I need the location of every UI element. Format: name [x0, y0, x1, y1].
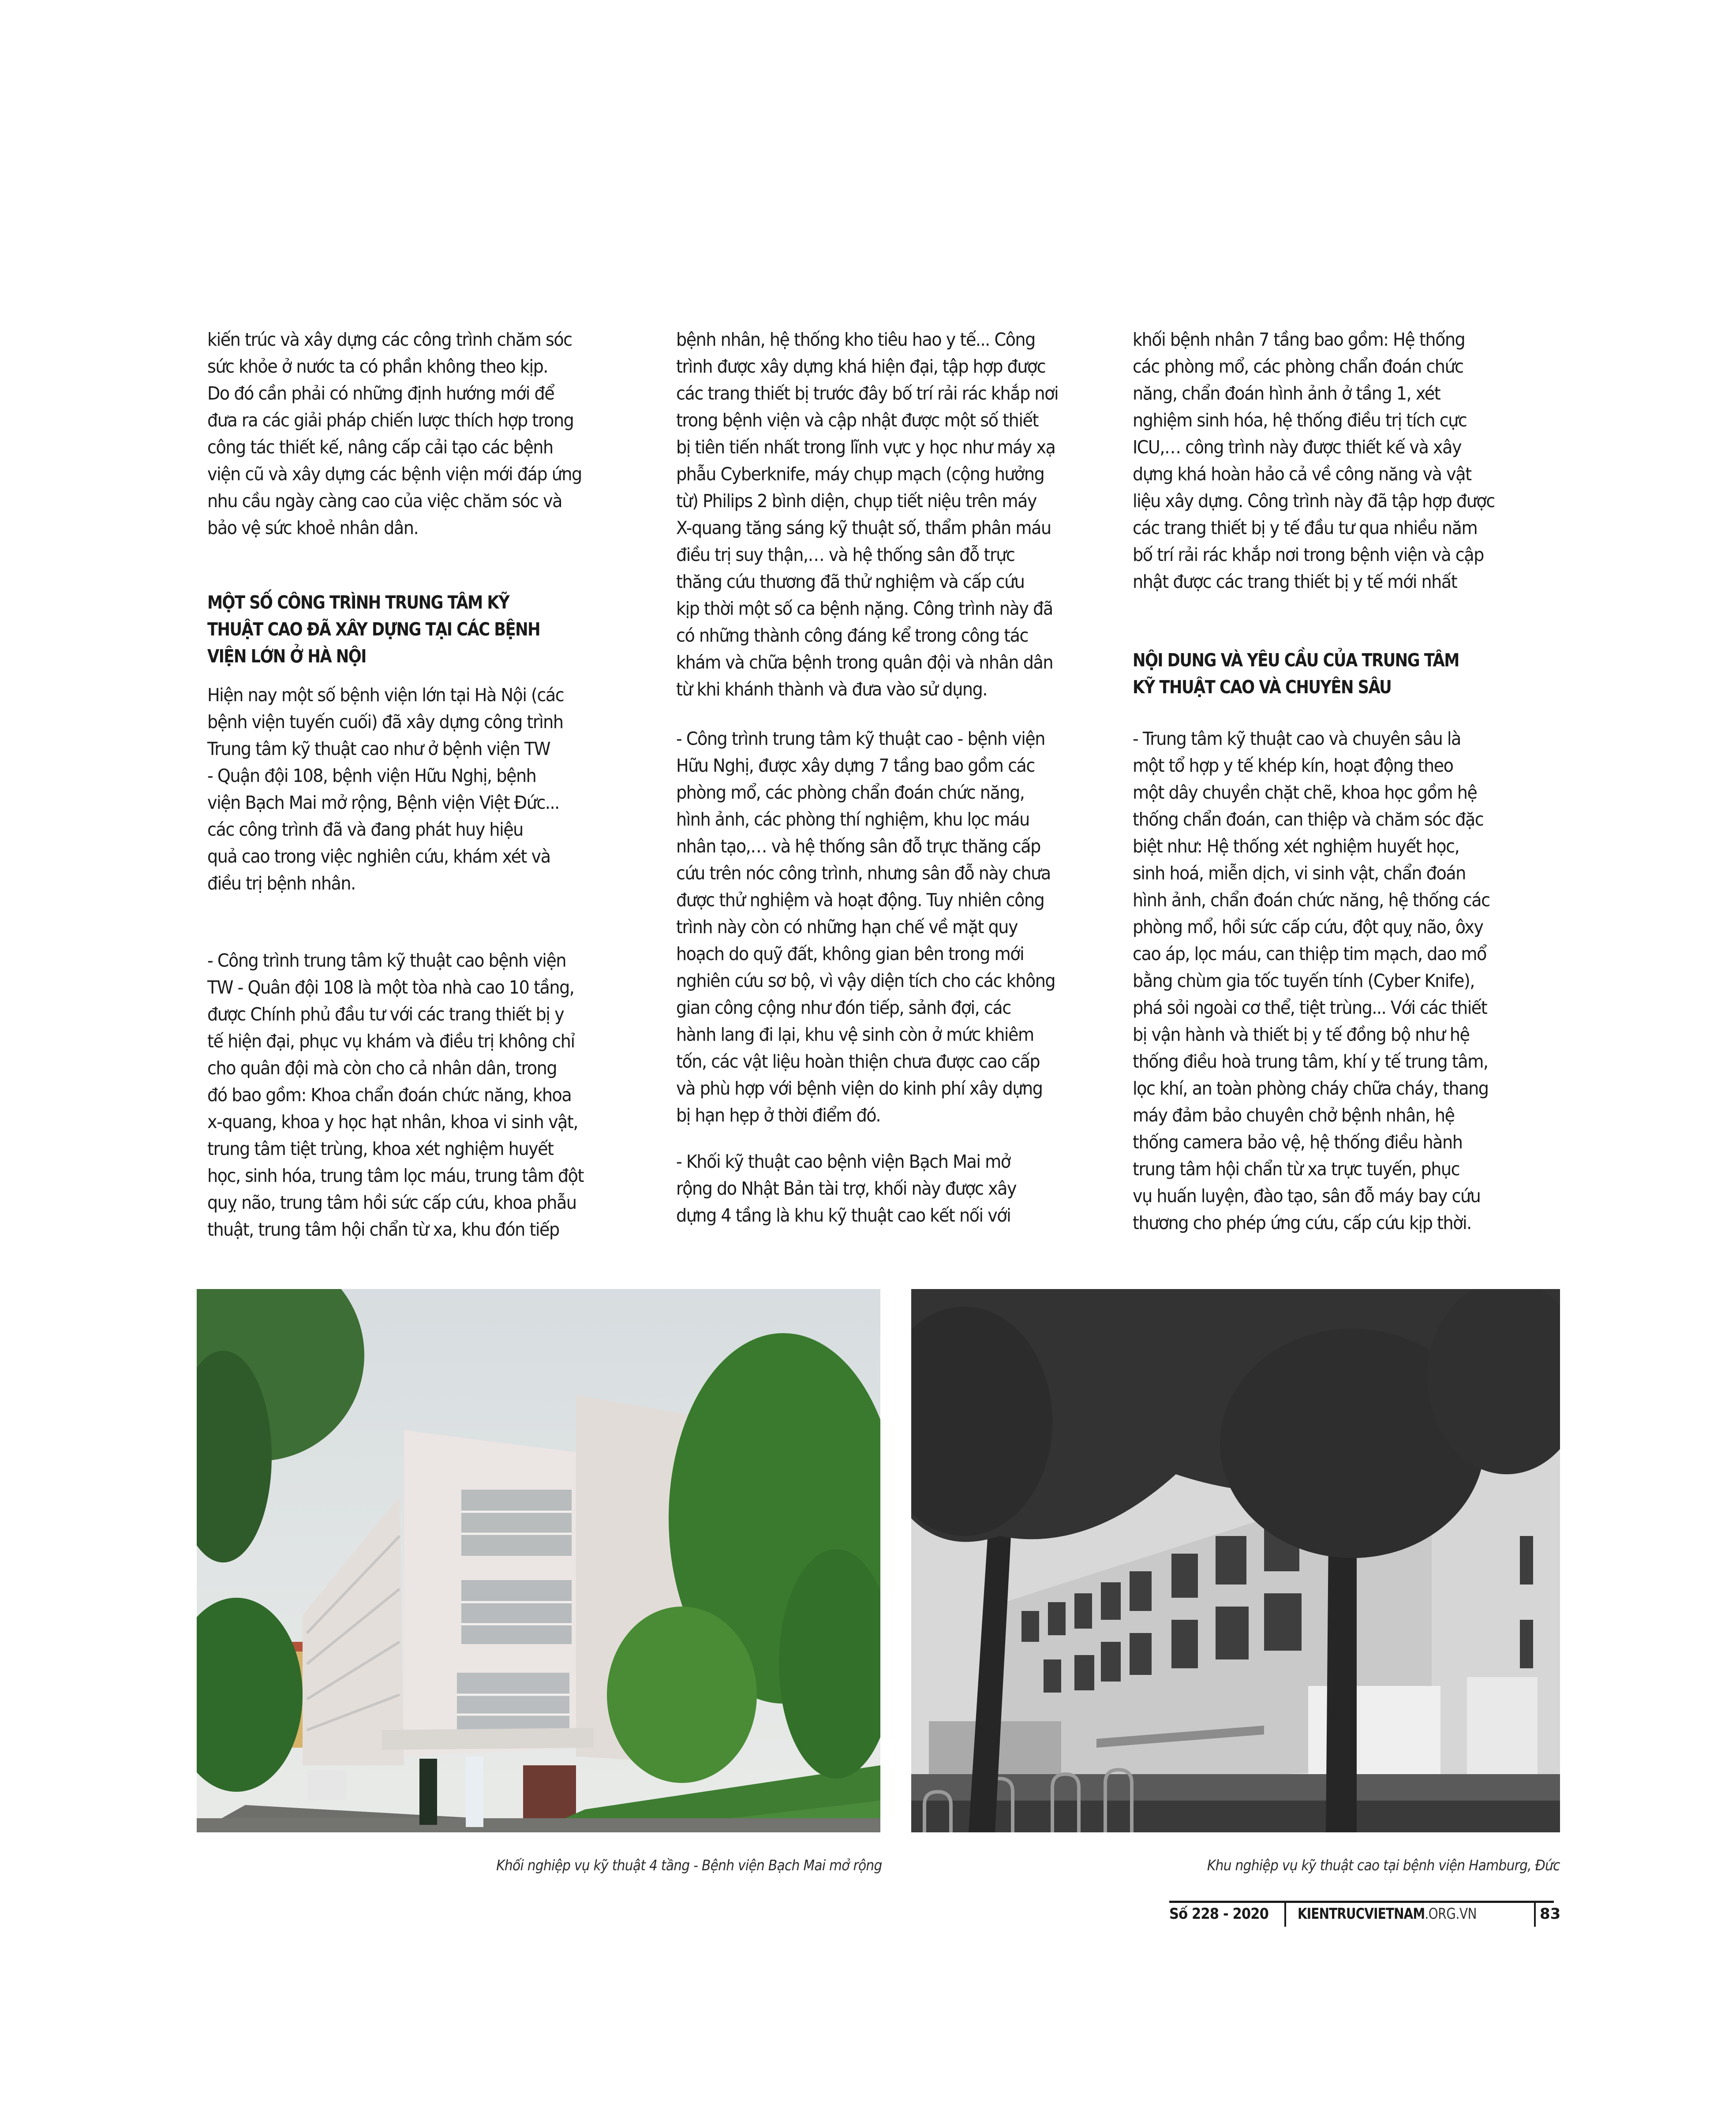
- text-line: nghiệm sinh hóa, hệ thống điều trị tích cực: [1133, 410, 1467, 431]
- text-line: bố trí rải rác khắp nơi trong bệnh viện và cập: [1133, 544, 1484, 565]
- text-line: vụ huấn luyện, đào tạo, sân đỗ máy bay cứu: [1133, 1185, 1481, 1207]
- photo-hamburg-hospital: [911, 1289, 1560, 1832]
- text-line: thăng cứu thương đã thử nghiệm và cấp cứu: [676, 571, 1025, 592]
- footer-separator: [1284, 1902, 1286, 1927]
- text-line: - Quận đội 108, bệnh viện Hữu Nghị, bệnh: [207, 765, 536, 786]
- text-line: viện Bạch Mai mở rộng, Bệnh viện Việt Đức...: [207, 792, 559, 813]
- text-line: - Khối kỹ thuật cao bệnh viện Bạch Mai mở: [676, 1151, 1010, 1172]
- text-line: điều trị suy thận,… và hệ thống sân đỗ trực: [676, 544, 1015, 565]
- text-line: NỘI DUNG VÀ YÊU CẦU CỦA TRUNG TÂM: [1133, 650, 1459, 671]
- caption-bach-mai: Khối nghiệp vụ kỹ thuật 4 tầng - Bệnh viện Bạch Mai mở rộng: [496, 1857, 882, 1874]
- text-line: Trung tâm kỹ thuật cao như ở bệnh viện TW: [207, 738, 550, 759]
- text-line: VIỆN LỚN Ở HÀ NỘI: [207, 646, 366, 667]
- text-line: - Công trình trung tâm kỹ thuật cao - bệnh viện: [676, 728, 1045, 749]
- text-line: KỸ THUẬT CAO VÀ CHUYÊN SÂU: [1133, 676, 1392, 698]
- col1-paragraph-hospital-108: [207, 947, 653, 1243]
- col2-paragraph-huu-nghi: [676, 725, 1122, 1129]
- text-line: đó bao gồm: Khoa chẩn đoán chức năng, khoa: [207, 1084, 572, 1106]
- text-line: hoạch do quỹ đất, không gian bên trong mới: [676, 943, 1024, 964]
- text-line: lọc khí, an toàn phòng cháy chữa cháy, thang: [1133, 1078, 1489, 1099]
- text-line: dựng 4 tầng là khu kỹ thuật cao kết nối với: [676, 1205, 1011, 1226]
- text-line: nhân tạo,… và hệ thống sân đỗ trực thăng cấp: [676, 836, 1040, 857]
- text-line: nhật được các trang thiết bị y tế mới nhất: [1133, 571, 1457, 592]
- text-line: rộng do Nhật Bản tài trợ, khối này được xây: [676, 1178, 1017, 1199]
- text-line: khối bệnh nhân 7 tầng bao gồm: Hệ thống: [1133, 329, 1465, 350]
- text-line: sinh hoá, miễn dịch, vi sinh vật, chẩn đoán: [1133, 863, 1466, 884]
- text-line: phá sỏi ngoài cơ thể, tiệt trùng... Với các thiết: [1133, 997, 1487, 1018]
- text-line: kịp thời một số ca bệnh nặng. Công trình này đã: [676, 598, 1053, 619]
- site-url[interactable]: [1298, 1905, 1477, 1923]
- text-line: học, sinh hóa, trung tâm lọc máu, trung tâm đột: [207, 1165, 584, 1186]
- text-line: quả cao trong việc nghiên cứu, khám xét và: [207, 846, 550, 867]
- col2-paragraph-bach-mai: [676, 1148, 1122, 1229]
- text-line: viện cũ và xây dựng các bệnh viện mới đáp ứng: [207, 463, 582, 485]
- text-line: liệu xây dựng. Công trình này đã tập hợp được: [1133, 490, 1495, 512]
- text-line: - Công trình trung tâm kỹ thuật cao bệnh viện: [207, 950, 566, 971]
- text-line: cứu trên nóc công trình, nhưng sân đỗ này chưa: [676, 863, 1051, 884]
- text-line: thống camera bảo vệ, hệ thống điều hành: [1133, 1132, 1463, 1153]
- col3-paragraph-requirements: [1133, 725, 1578, 1237]
- text-line: THUẬT CAO ĐÃ XÂY DỰNG TẠI CÁC BỆNH: [207, 619, 540, 640]
- text-line: nhu cầu ngày càng cao của việc chăm sóc và: [207, 490, 562, 512]
- text-line: kiến trúc và xây dựng các công trình chăm sóc: [207, 329, 572, 350]
- text-line: tế hiện đại, phục vụ khám và điều trị không chỉ: [207, 1031, 575, 1052]
- text-line: một dây chuyền chặt chẽ, khoa học gồm hệ: [1133, 782, 1477, 803]
- site-domain: .ORG.VN: [1425, 1905, 1477, 1923]
- col1-intro-paragraph: [207, 326, 653, 542]
- text-line: Hiện nay một số bệnh viện lớn tại Hà Nội (các: [207, 684, 564, 706]
- footer-separator: [1534, 1902, 1536, 1927]
- text-line: hình ảnh, chẩn đoán chức năng, hệ thống các: [1133, 889, 1490, 911]
- text-line: bằng chùm gia tốc tuyến tính (Cyber Knife),: [1133, 970, 1474, 991]
- text-line: X-quang tăng sáng kỹ thuật số, thẩm phân máu: [676, 517, 1051, 538]
- text-line: thống chẩn đoán, can thiệp và chăm sóc đặc: [1133, 809, 1484, 830]
- text-line: trình này còn có những hạn chế về mặt quy: [676, 916, 1018, 938]
- text-line: một tổ hợp y tế khép kín, hoạt động theo: [1133, 755, 1453, 776]
- text-line: hành lang đi lại, khu vệ sinh còn ở mức khiêm: [676, 1024, 1034, 1045]
- text-line: phẫu Cyberknife, máy chụp mạch (cộng hưởng: [676, 463, 1044, 485]
- text-line: gian công cộng như đón tiếp, sảnh đợi, các: [676, 997, 1011, 1018]
- text-line: trung tâm hội chẩn từ xa trực tuyến, phục: [1133, 1159, 1460, 1180]
- photo-bach-mai-technical-block: [197, 1289, 880, 1832]
- text-line: công tác thiết kế, nâng cấp cải tạo các bệnh: [207, 437, 553, 458]
- text-line: sức khỏe ở nước ta có phần không theo kịp.: [207, 356, 548, 377]
- text-line: các công trình đã và đang phát huy hiệu: [207, 819, 523, 840]
- site-name: KIENTRUCVIETNAM: [1298, 1905, 1425, 1923]
- photo-bach-mai-illustration: [197, 1289, 880, 1832]
- text-line: phòng mổ, các phòng chẩn đoán chức năng,: [676, 782, 1025, 803]
- text-line: các trang thiết bị trước đây bố trí rải rác khắp nơi: [676, 383, 1059, 404]
- text-line: có những thành công đáng kể trong công tác: [676, 625, 1029, 646]
- text-line: trung tâm tiệt trùng, khoa xét nghiệm huyết: [207, 1138, 554, 1159]
- text-line: bệnh viện tuyến cuối) đã xây dựng công trình: [207, 711, 563, 732]
- text-line: được Chính phủ đầu tư với các trang thiết bị y: [207, 1004, 564, 1025]
- text-line: phòng mổ, hồi sức cấp cứu, đột quỵ não, ôxy: [1133, 916, 1483, 938]
- col1-paragraph-hanoi-hospitals: [207, 682, 653, 897]
- col2-paragraph-108-continued: [676, 326, 1122, 703]
- text-line: từ khi khánh thành và đưa vào sử dụng.: [676, 679, 987, 700]
- text-line: điều trị bệnh nhân.: [207, 873, 355, 894]
- text-line: các trang thiết bị y tế đầu tư qua nhiều năm: [1133, 517, 1478, 538]
- text-line: TW - Quân đội 108 là một tòa nhà cao 10 tầng,: [207, 977, 574, 998]
- text-line: MỘT SỐ CÔNG TRÌNH TRUNG TÂM KỸ: [207, 592, 509, 613]
- text-line: cho quân đội mà còn cho cả nhân dân, trong: [207, 1058, 557, 1079]
- text-line: máy đảm bảo chuyên chở bệnh nhân, hệ: [1133, 1105, 1455, 1126]
- text-line: nghiên cứu sơ bộ, vì vậy diện tích cho các không: [676, 970, 1055, 991]
- text-line: và phù hợp với bệnh viện do kinh phí xây dựng: [676, 1078, 1043, 1099]
- text-line: x-quang, khoa y học hạt nhân, khoa vi sinh vật,: [207, 1111, 578, 1132]
- text-line: bảo vệ sức khoẻ nhân dân.: [207, 517, 419, 538]
- caption-hamburg: Khu nghiệp vụ kỹ thuật cao tại bệnh viện Hamburg, Đức: [1207, 1857, 1560, 1874]
- section-heading-hanoi-centers: [207, 589, 653, 670]
- text-line: quỵ não, trung tâm hồi sức cấp cứu, khoa phẫu: [207, 1192, 576, 1213]
- text-line: dựng khá hoàn hảo cả về công năng và vật: [1133, 463, 1471, 485]
- text-line: đưa ra các giải pháp chiến lược thích hợp trong: [207, 410, 574, 431]
- text-line: - Trung tâm kỹ thuật cao và chuyên sâu là: [1133, 728, 1461, 749]
- text-line: năng, chẩn đoán hình ảnh ở tầng 1, xét: [1133, 383, 1440, 404]
- text-line: từ) Philips 2 bình diện, chụp tiết niệu trên máy: [676, 490, 1036, 512]
- text-line: bị vận hành và thiết bị y tế đồng bộ như hệ: [1133, 1024, 1470, 1045]
- text-line: bệnh nhân, hệ thống kho tiêu hao y tế... Công: [676, 329, 1035, 350]
- text-line: cao áp, lọc máu, can thiệp tim mạch, dao mổ: [1133, 943, 1486, 964]
- section-heading-requirements: [1133, 647, 1578, 701]
- text-line: tốn, các vật liệu hoàn thiện chưa được cao cấp: [676, 1051, 1040, 1072]
- text-line: Do đó cần phải có những định hướng mới để: [207, 383, 554, 404]
- photo-hamburg-illustration: [911, 1289, 1560, 1832]
- text-line: trình được xây dựng khá hiện đại, tập hợp được: [676, 356, 1046, 377]
- page-number: 83: [1540, 1905, 1561, 1923]
- text-line: trong bệnh viện và cập nhật được một số thiết: [676, 410, 1038, 431]
- text-line: ICU,… công trình này được thiết kế và xây: [1133, 437, 1462, 458]
- col3-paragraph-bach-mai-continued: [1133, 326, 1578, 595]
- footer-rule: [1169, 1901, 1554, 1903]
- text-line: thuật, trung tâm hội chẩn từ xa, khu đón tiếp: [207, 1219, 559, 1240]
- issue-number: Số 228 - 2020: [1169, 1905, 1269, 1923]
- text-line: khám và chữa bệnh trong quân đội và nhân dân: [676, 652, 1053, 673]
- text-line: được thử nghiệm và hoạt động. Tuy nhiên công: [676, 889, 1044, 911]
- text-line: biệt như: Hệ thống xét nghiệm huyết học,: [1133, 836, 1459, 857]
- text-line: thống điều hoà trung tâm, khí y tế trung tâm,: [1133, 1051, 1488, 1072]
- text-line: Hữu Nghị, được xây dựng 7 tầng bao gồm các: [676, 755, 1035, 776]
- text-line: các phòng mổ, các phòng chẩn đoán chức: [1133, 356, 1463, 377]
- text-line: hình ảnh, các phòng thí nghiệm, khu lọc máu: [676, 809, 1029, 830]
- text-line: thương cho phép ứng cứu, cấp cứu kịp thời.: [1133, 1212, 1471, 1233]
- text-line: bị hạn hẹp ở thời điểm đó.: [676, 1105, 881, 1126]
- text-line: bị tiên tiến nhất trong lĩnh vực y học như máy xạ: [676, 437, 1055, 458]
